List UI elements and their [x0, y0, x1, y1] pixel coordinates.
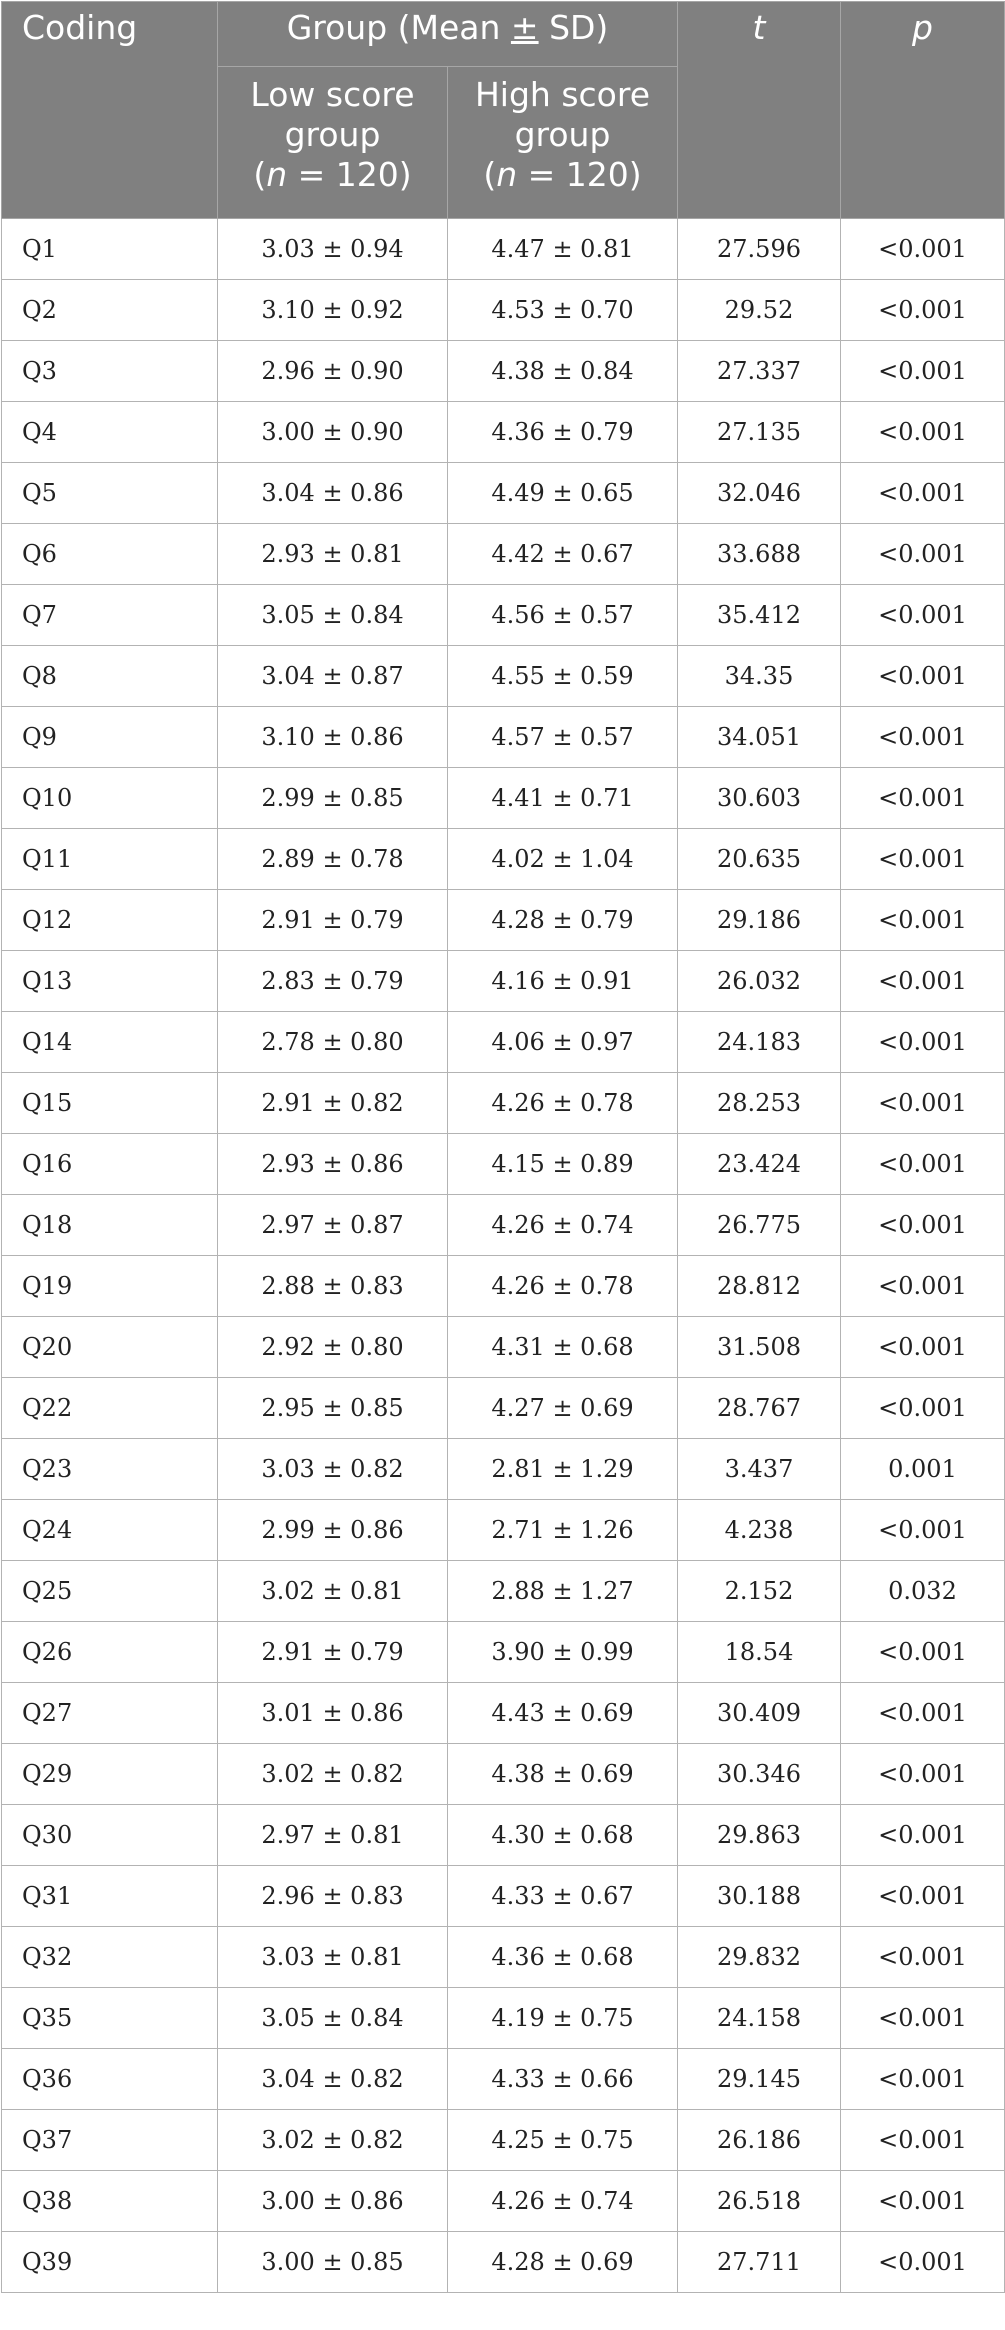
t-value-cell: 26.775	[678, 1195, 841, 1256]
low-score-cell: 3.04 ± 0.86	[218, 463, 448, 524]
low-score-cell: 2.91 ± 0.82	[218, 1073, 448, 1134]
coding-cell: Q22	[2, 1378, 218, 1439]
low-score-cell: 2.99 ± 0.86	[218, 1500, 448, 1561]
table-row	[2, 2232, 1005, 2293]
high-score-cell: 4.16 ± 0.91	[448, 951, 678, 1012]
table-row	[2, 768, 1005, 829]
coding-cell: Q5	[2, 463, 218, 524]
high-score-cell: 4.26 ± 0.78	[448, 1256, 678, 1317]
table-row	[2, 951, 1005, 1012]
coding-cell: Q38	[2, 2171, 218, 2232]
high-score-cell: 2.81 ± 1.29	[448, 1439, 678, 1500]
table-row	[2, 829, 1005, 890]
coding-cell: Q10	[2, 768, 218, 829]
coding-cell: Q39	[2, 2232, 218, 2293]
high-score-cell: 3.90 ± 0.99	[448, 1622, 678, 1683]
t-value-cell: 27.135	[678, 402, 841, 463]
low-score-cell: 3.03 ± 0.94	[218, 219, 448, 280]
t-value-cell: 18.54	[678, 1622, 841, 1683]
t-value-cell: 33.688	[678, 524, 841, 585]
p-value-cell: <0.001	[841, 463, 1005, 524]
low-score-cell: 3.10 ± 0.92	[218, 280, 448, 341]
table-row	[2, 2049, 1005, 2110]
low-score-group-header	[218, 67, 448, 219]
t-value-cell: 24.158	[678, 1988, 841, 2049]
table-row	[2, 1378, 1005, 1439]
coding-cell: Q14	[2, 1012, 218, 1073]
table-row	[2, 280, 1005, 341]
coding-cell: Q24	[2, 1500, 218, 1561]
coding-cell: Q3	[2, 341, 218, 402]
coding-cell: Q15	[2, 1073, 218, 1134]
high-header-line1: High score	[474, 75, 650, 114]
p-value-cell: <0.001	[841, 585, 1005, 646]
high-score-cell: 4.28 ± 0.69	[448, 2232, 678, 2293]
p-value-cell: <0.001	[841, 280, 1005, 341]
table-row	[2, 2110, 1005, 2171]
t-value-cell: 4.238	[678, 1500, 841, 1561]
t-value-cell: 29.832	[678, 1927, 841, 1988]
table-row	[2, 1500, 1005, 1561]
table-row	[2, 1073, 1005, 1134]
t-value-cell: 20.635	[678, 829, 841, 890]
coding-cell: Q25	[2, 1561, 218, 1622]
coding-cell: Q37	[2, 2110, 218, 2171]
coding-cell: Q4	[2, 402, 218, 463]
p-value-cell: <0.001	[841, 707, 1005, 768]
t-value-cell: 32.046	[678, 463, 841, 524]
t-value-cell: 28.253	[678, 1073, 841, 1134]
p-value-cell: <0.001	[841, 2110, 1005, 2171]
coding-cell: Q1	[2, 219, 218, 280]
low-header-n: (n = 120)	[253, 155, 412, 194]
coding-cell: Q12	[2, 890, 218, 951]
table-row	[2, 1988, 1005, 2049]
high-score-cell: 4.33 ± 0.67	[448, 1866, 678, 1927]
high-score-cell: 4.56 ± 0.57	[448, 585, 678, 646]
p-value-cell: <0.001	[841, 1744, 1005, 1805]
coding-cell: Q11	[2, 829, 218, 890]
t-value-cell: 29.52	[678, 280, 841, 341]
low-score-cell: 3.02 ± 0.81	[218, 1561, 448, 1622]
high-score-cell: 4.47 ± 0.81	[448, 219, 678, 280]
t-value-cell: 27.337	[678, 341, 841, 402]
table-row	[2, 707, 1005, 768]
high-score-cell: 4.42 ± 0.67	[448, 524, 678, 585]
t-value-cell: 30.409	[678, 1683, 841, 1744]
low-score-cell: 3.05 ± 0.84	[218, 1988, 448, 2049]
coding-header: Coding	[2, 2, 218, 219]
high-score-cell: 2.88 ± 1.27	[448, 1561, 678, 1622]
low-score-cell: 2.91 ± 0.79	[218, 890, 448, 951]
p-value-cell: <0.001	[841, 1378, 1005, 1439]
group-header: Group (Mean ± SD)	[218, 2, 678, 67]
p-value-cell: <0.001	[841, 2232, 1005, 2293]
high-score-cell: 4.33 ± 0.66	[448, 2049, 678, 2110]
high-header-line2: group	[514, 115, 611, 154]
low-score-cell: 3.04 ± 0.82	[218, 2049, 448, 2110]
low-score-cell: 3.00 ± 0.90	[218, 402, 448, 463]
high-score-cell: 4.06 ± 0.97	[448, 1012, 678, 1073]
high-score-cell: 4.49 ± 0.65	[448, 463, 678, 524]
coding-cell: Q9	[2, 707, 218, 768]
table-row	[2, 219, 1005, 280]
t-value-cell: 29.145	[678, 2049, 841, 2110]
p-value-cell: <0.001	[841, 1256, 1005, 1317]
p-value-cell: <0.001	[841, 2171, 1005, 2232]
p-value-cell: <0.001	[841, 524, 1005, 585]
low-score-cell: 2.83 ± 0.79	[218, 951, 448, 1012]
table-row	[2, 402, 1005, 463]
table-row	[2, 1683, 1005, 1744]
table-row	[2, 646, 1005, 707]
coding-cell: Q31	[2, 1866, 218, 1927]
low-score-cell: 3.03 ± 0.81	[218, 1927, 448, 1988]
high-score-cell: 4.38 ± 0.69	[448, 1744, 678, 1805]
t-value-cell: 29.186	[678, 890, 841, 951]
p-value-cell: <0.001	[841, 1805, 1005, 1866]
p-value-cell: <0.001	[841, 1622, 1005, 1683]
table-row	[2, 1134, 1005, 1195]
high-score-cell: 4.38 ± 0.84	[448, 341, 678, 402]
t-value-cell: 30.188	[678, 1866, 841, 1927]
high-score-cell: 4.41 ± 0.71	[448, 768, 678, 829]
t-value-cell: 26.032	[678, 951, 841, 1012]
table-row	[2, 1256, 1005, 1317]
table-row	[2, 1012, 1005, 1073]
high-score-cell: 4.27 ± 0.69	[448, 1378, 678, 1439]
table-row	[2, 1744, 1005, 1805]
t-value-cell: 24.183	[678, 1012, 841, 1073]
high-score-cell: 4.26 ± 0.74	[448, 1195, 678, 1256]
high-header-n: (n = 120)	[483, 155, 642, 194]
low-score-cell: 3.02 ± 0.82	[218, 1744, 448, 1805]
p-value-cell: <0.001	[841, 1866, 1005, 1927]
low-score-cell: 3.02 ± 0.82	[218, 2110, 448, 2171]
p-value-cell: <0.001	[841, 768, 1005, 829]
high-score-cell: 4.02 ± 1.04	[448, 829, 678, 890]
low-score-cell: 3.00 ± 0.86	[218, 2171, 448, 2232]
p-value-cell: <0.001	[841, 829, 1005, 890]
p-value-cell: <0.001	[841, 1012, 1005, 1073]
p-value-cell: <0.001	[841, 1683, 1005, 1744]
low-score-cell: 3.05 ± 0.84	[218, 585, 448, 646]
t-value-cell: 34.35	[678, 646, 841, 707]
t-value-cell: 27.711	[678, 2232, 841, 2293]
low-header-line1: Low score	[250, 75, 415, 114]
p-value-cell: <0.001	[841, 1134, 1005, 1195]
t-value-cell: 35.412	[678, 585, 841, 646]
high-score-cell: 4.36 ± 0.68	[448, 1927, 678, 1988]
coding-cell: Q36	[2, 2049, 218, 2110]
low-score-cell: 2.91 ± 0.79	[218, 1622, 448, 1683]
table-row	[2, 1439, 1005, 1500]
high-score-cell: 4.30 ± 0.68	[448, 1805, 678, 1866]
coding-cell: Q19	[2, 1256, 218, 1317]
p-value-cell: <0.001	[841, 646, 1005, 707]
low-score-cell: 2.88 ± 0.83	[218, 1256, 448, 1317]
t-value-cell: 23.424	[678, 1134, 841, 1195]
low-score-cell: 3.01 ± 0.86	[218, 1683, 448, 1744]
p-value-cell: <0.001	[841, 1500, 1005, 1561]
coding-cell: Q29	[2, 1744, 218, 1805]
table-row	[2, 1317, 1005, 1378]
p-value-cell: <0.001	[841, 1195, 1005, 1256]
coding-cell: Q20	[2, 1317, 218, 1378]
low-score-cell: 2.97 ± 0.87	[218, 1195, 448, 1256]
p-value-cell: 0.001	[841, 1439, 1005, 1500]
table-header	[2, 2, 1005, 219]
t-value-cell: 3.437	[678, 1439, 841, 1500]
low-score-cell: 2.96 ± 0.90	[218, 341, 448, 402]
table-body	[2, 219, 1005, 2293]
low-score-cell: 2.78 ± 0.80	[218, 1012, 448, 1073]
coding-cell: Q30	[2, 1805, 218, 1866]
low-score-cell: 2.89 ± 0.78	[218, 829, 448, 890]
table-row	[2, 890, 1005, 951]
coding-cell: Q27	[2, 1683, 218, 1744]
table-row	[2, 463, 1005, 524]
t-value-cell: 31.508	[678, 1317, 841, 1378]
t-value-cell: 34.051	[678, 707, 841, 768]
high-score-cell: 4.57 ± 0.57	[448, 707, 678, 768]
coding-cell: Q26	[2, 1622, 218, 1683]
table-row	[2, 1195, 1005, 1256]
t-value-cell: 26.186	[678, 2110, 841, 2171]
t-value-cell: 26.518	[678, 2171, 841, 2232]
p-value-cell: <0.001	[841, 1927, 1005, 1988]
coding-cell: Q8	[2, 646, 218, 707]
low-score-cell: 3.00 ± 0.85	[218, 2232, 448, 2293]
low-score-cell: 2.97 ± 0.81	[218, 1805, 448, 1866]
item-analysis-table	[1, 1, 1005, 2293]
low-score-cell: 2.95 ± 0.85	[218, 1378, 448, 1439]
t-value-cell: 30.346	[678, 1744, 841, 1805]
coding-cell: Q23	[2, 1439, 218, 1500]
t-value-cell: 30.603	[678, 768, 841, 829]
low-score-cell: 2.96 ± 0.83	[218, 1866, 448, 1927]
table-row	[2, 1805, 1005, 1866]
table-row	[2, 524, 1005, 585]
p-value-cell: <0.001	[841, 1988, 1005, 2049]
t-header: t	[678, 2, 841, 219]
high-score-cell: 2.71 ± 1.26	[448, 1500, 678, 1561]
low-header-line2: group	[284, 115, 381, 154]
low-score-cell: 3.03 ± 0.82	[218, 1439, 448, 1500]
low-score-cell: 2.92 ± 0.80	[218, 1317, 448, 1378]
table-row	[2, 1927, 1005, 1988]
table-row	[2, 585, 1005, 646]
p-value-cell: 0.032	[841, 1561, 1005, 1622]
high-score-cell: 4.26 ± 0.74	[448, 2171, 678, 2232]
coding-cell: Q6	[2, 524, 218, 585]
t-value-cell: 28.812	[678, 1256, 841, 1317]
coding-cell: Q2	[2, 280, 218, 341]
high-score-cell: 4.26 ± 0.78	[448, 1073, 678, 1134]
t-value-cell: 2.152	[678, 1561, 841, 1622]
p-value-cell: <0.001	[841, 219, 1005, 280]
table-row	[2, 1561, 1005, 1622]
p-value-cell: <0.001	[841, 951, 1005, 1012]
table-row	[2, 341, 1005, 402]
high-score-cell: 4.19 ± 0.75	[448, 1988, 678, 2049]
low-score-cell: 3.10 ± 0.86	[218, 707, 448, 768]
p-header: p	[841, 2, 1005, 219]
coding-cell: Q7	[2, 585, 218, 646]
table-row	[2, 2171, 1005, 2232]
low-score-cell: 2.93 ± 0.81	[218, 524, 448, 585]
high-score-cell: 4.25 ± 0.75	[448, 2110, 678, 2171]
p-value-cell: <0.001	[841, 1073, 1005, 1134]
t-value-cell: 27.596	[678, 219, 841, 280]
p-value-cell: <0.001	[841, 402, 1005, 463]
p-value-cell: <0.001	[841, 890, 1005, 951]
coding-cell: Q13	[2, 951, 218, 1012]
high-score-cell: 4.31 ± 0.68	[448, 1317, 678, 1378]
p-value-cell: <0.001	[841, 2049, 1005, 2110]
t-value-cell: 28.767	[678, 1378, 841, 1439]
coding-cell: Q35	[2, 1988, 218, 2049]
table-row	[2, 1866, 1005, 1927]
p-value-cell: <0.001	[841, 1317, 1005, 1378]
coding-cell: Q32	[2, 1927, 218, 1988]
coding-cell: Q16	[2, 1134, 218, 1195]
high-score-cell: 4.53 ± 0.70	[448, 280, 678, 341]
high-score-cell: 4.36 ± 0.79	[448, 402, 678, 463]
low-score-cell: 2.93 ± 0.86	[218, 1134, 448, 1195]
high-score-cell: 4.43 ± 0.69	[448, 1683, 678, 1744]
high-score-cell: 4.15 ± 0.89	[448, 1134, 678, 1195]
low-score-cell: 2.99 ± 0.85	[218, 768, 448, 829]
table-row	[2, 1622, 1005, 1683]
t-value-cell: 29.863	[678, 1805, 841, 1866]
coding-cell: Q18	[2, 1195, 218, 1256]
high-score-cell: 4.55 ± 0.59	[448, 646, 678, 707]
p-value-cell: <0.001	[841, 341, 1005, 402]
low-score-cell: 3.04 ± 0.87	[218, 646, 448, 707]
high-score-group-header	[448, 67, 678, 219]
high-score-cell: 4.28 ± 0.79	[448, 890, 678, 951]
